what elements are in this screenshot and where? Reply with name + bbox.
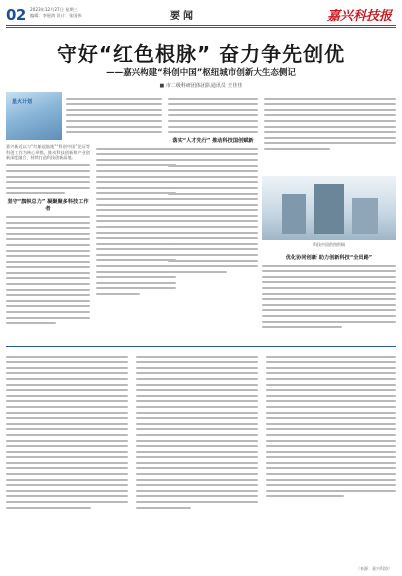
photo-caption: 科技中国供图供稿 [313,242,345,247]
intro-paragraph: 嘉兴新近以与“红船起航地”“科创中国”论证等科创工作为核心举措，推动科技创新和产业创新深度融合，持续打造科技创新高地。 [6,144,90,161]
section-heading-3: 优化协同创新 助力创新科技“全员路” [285,255,373,261]
bottom-column-2 [136,352,258,512]
page-header [0,0,402,26]
section-title: 要闻 [170,11,196,22]
section-heading-1: 坚守“旗帜总力” 凝聚聚多科技工作者 [7,199,89,213]
text-column-4 [168,94,258,276]
text-column-1 [6,144,90,328]
issue-date: 2023年12月27日 星期三 [30,7,78,12]
building-photo [262,176,396,240]
article-source: （来源：嘉兴科协） [356,566,392,571]
article-byline: ■ 市二级科研团体团队通讯员 王佳佳 [159,83,243,89]
section-heading-2: 落实“人才先行” 推动科技国创赋新 [172,138,254,145]
text-column-5 [264,94,396,154]
article-subtitle: ——嘉兴构建“科创中国”枢纽城市创新大生态侧记 [106,68,296,78]
photo-label: 星火计划 [12,99,33,105]
text-column-2 [66,94,162,137]
article-photo [6,92,62,140]
section-divider [6,346,396,347]
editor-credit: 编辑：李展鸿 设计：张国伟 [30,12,82,18]
header-rule-thin [6,27,396,28]
text-column-3 [96,144,176,299]
page-number: 02 [6,6,26,24]
bottom-column-3 [266,352,396,501]
bottom-column-1 [6,352,128,512]
header-rule [6,25,396,26]
text-column-6 [262,250,396,332]
date-line [30,7,82,18]
article-title: 守好“红色根脉” 奋力争先创优 [56,42,346,66]
newspaper-masthead: 嘉兴科技报 [326,9,392,24]
